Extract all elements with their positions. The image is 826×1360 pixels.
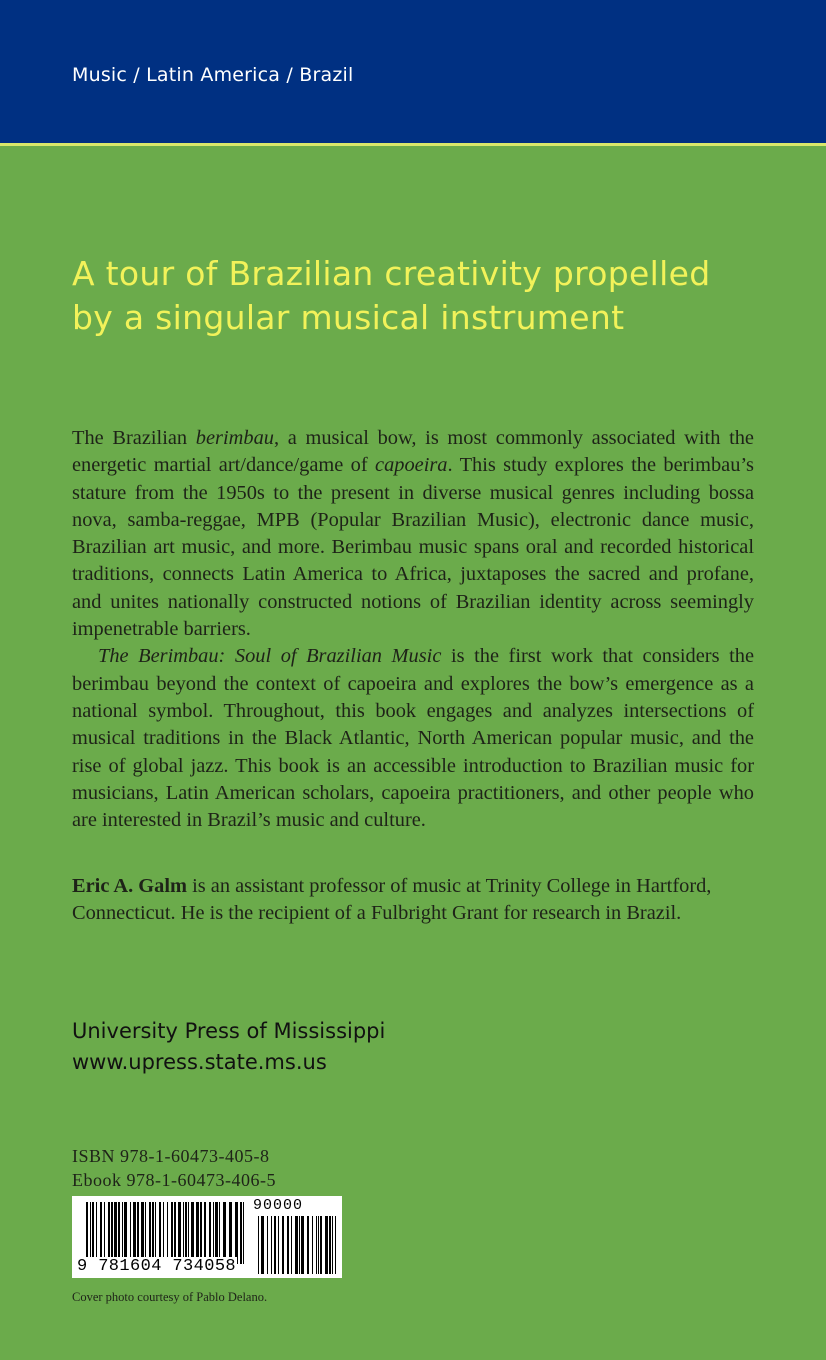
barcode-bar xyxy=(152,1202,154,1264)
barcode-bar xyxy=(174,1202,176,1264)
barcode-bar xyxy=(332,1216,333,1274)
barcode-bar xyxy=(200,1202,202,1264)
isbn-block xyxy=(72,1144,276,1192)
barcode-bar xyxy=(141,1202,144,1264)
barcode-bar xyxy=(104,1202,105,1264)
barcode-bar xyxy=(191,1202,194,1264)
barcode-bar xyxy=(204,1202,206,1264)
barcode-bar xyxy=(258,1216,259,1274)
barcode-bar xyxy=(229,1202,232,1264)
barcode-bar xyxy=(329,1216,331,1274)
isbn-print: ISBN 978-1-60473-405-8 xyxy=(72,1146,270,1166)
barcode-bar xyxy=(133,1202,136,1264)
barcode-bar xyxy=(159,1202,161,1264)
barcode-bar xyxy=(92,1202,94,1264)
barcode-bar xyxy=(307,1216,309,1274)
barcode-bar xyxy=(178,1202,181,1264)
barcode-bar xyxy=(183,1202,184,1264)
author-name: Eric A. Galm xyxy=(72,875,187,897)
barcode-bar xyxy=(100,1202,102,1264)
barcode-bar xyxy=(316,1216,317,1274)
barcode-bar xyxy=(282,1216,284,1274)
publisher-name: University Press of Mississippi xyxy=(72,1019,386,1043)
barcode-bar xyxy=(188,1202,189,1264)
barcode-bar xyxy=(299,1216,300,1274)
barcode-bar xyxy=(155,1202,156,1264)
barcode-bar xyxy=(267,1216,268,1274)
description xyxy=(72,425,754,834)
barcode-bar xyxy=(149,1202,151,1264)
isbn-ebook: Ebook 978-1-60473-406-5 xyxy=(72,1170,276,1190)
description-paragraph-1: The Brazilian berimbau, a musical bow, is most commonly associated with the energetic martial art/dance/game of capoeira. This study explores the berimbau’s stature from the 1950s to the present in diverse musical genres including bossa nova, samba-reggae, MPB (Popular Brazilian Music), electronic dance music, Brazilian art music, and more. Berimbau music spans oral and recorded historical traditions, connects Latin America to Africa, juxtaposes the sacred and profane, and unites nationally constructed notions of Brazilian identity across seemingly impenetrable barriers. xyxy=(72,427,754,641)
barcode-bar xyxy=(291,1216,292,1274)
barcode xyxy=(72,1196,342,1278)
photo-credit: Cover photo courtesy of Pablo Delano. xyxy=(72,1290,268,1304)
barcode-bar xyxy=(301,1216,304,1274)
barcode-bar xyxy=(240,1202,242,1264)
barcode-bar xyxy=(223,1202,226,1264)
publisher-url[interactable]: www.upress.state.ms.us xyxy=(72,1050,327,1074)
publisher-block xyxy=(72,1016,385,1078)
barcode-bar xyxy=(163,1202,164,1264)
barcode-bar xyxy=(318,1216,319,1274)
barcode-bar xyxy=(122,1202,123,1264)
barcode-bar xyxy=(118,1202,120,1264)
barcode-digits: 9 781604 734058 xyxy=(77,1257,237,1276)
category-label: Music / Latin America / Brazil xyxy=(72,64,354,86)
barcode-bar xyxy=(335,1216,336,1274)
barcode-bar xyxy=(124,1202,127,1264)
headline xyxy=(72,252,792,340)
description-paragraph-2: The Berimbau: Soul of Brazilian Music is the first work that considers the berimbau beyond the context of capoeira and explores the bow’s emergence as a national symbol. Throughout, this book engages and analyzes intersections of musical traditions in the Black Atlantic, North American popular music, and the rise of global jazz. This book is an accessible introduction to Brazilian music for musicians, Latin American scholars, capoeira practitioners, and other people who are interested in Brazil’s music and culture. xyxy=(72,645,754,832)
barcode-bar xyxy=(196,1202,199,1264)
term-capoeira: capoeira xyxy=(375,454,448,477)
barcode-bar xyxy=(86,1202,88,1264)
barcode-bar xyxy=(295,1216,298,1274)
barcode-bar xyxy=(320,1216,322,1274)
barcode-bar xyxy=(213,1202,214,1264)
barcode-bar xyxy=(215,1202,218,1264)
barcode-bar xyxy=(167,1202,168,1264)
barcode-bar xyxy=(261,1216,264,1274)
barcode-bar xyxy=(90,1202,91,1264)
barcode-bar xyxy=(243,1202,244,1264)
barcode-bar xyxy=(130,1202,131,1264)
barcode-bar xyxy=(111,1202,113,1264)
book-title: The Berimbau: Soul of Brazilian Music xyxy=(98,645,442,668)
term-berimbau: berimbau xyxy=(195,427,274,449)
barcode-bar xyxy=(325,1216,328,1274)
barcode-bar xyxy=(137,1202,139,1264)
barcode-bar xyxy=(312,1216,313,1274)
barcode-bar xyxy=(171,1202,173,1264)
barcode-bar xyxy=(278,1216,279,1274)
barcode-bar xyxy=(185,1202,187,1264)
barcode-bar xyxy=(114,1202,117,1264)
barcode-addon-digits: 90000 xyxy=(253,1197,304,1214)
headline-line-1: A tour of Brazilian creativity propelled xyxy=(72,254,711,293)
barcode-bar xyxy=(145,1202,146,1264)
barcode-bar xyxy=(108,1202,110,1264)
barcode-bar xyxy=(209,1202,211,1264)
barcode-bar xyxy=(235,1202,238,1264)
header-divider xyxy=(0,143,826,146)
headline-line-2: by a singular musical instrument xyxy=(72,298,625,337)
author-bio: Eric A. Galm is an assistant professor of music at Trinity College in Hartford, Connecticut. He is the recipient of a Fulbright Grant for research in Brazil. xyxy=(72,875,712,925)
barcode-bar xyxy=(287,1216,289,1274)
barcode-bar xyxy=(219,1202,220,1264)
barcode-bar xyxy=(96,1202,97,1264)
barcode-bar xyxy=(274,1216,276,1274)
barcode-bar xyxy=(271,1216,272,1274)
